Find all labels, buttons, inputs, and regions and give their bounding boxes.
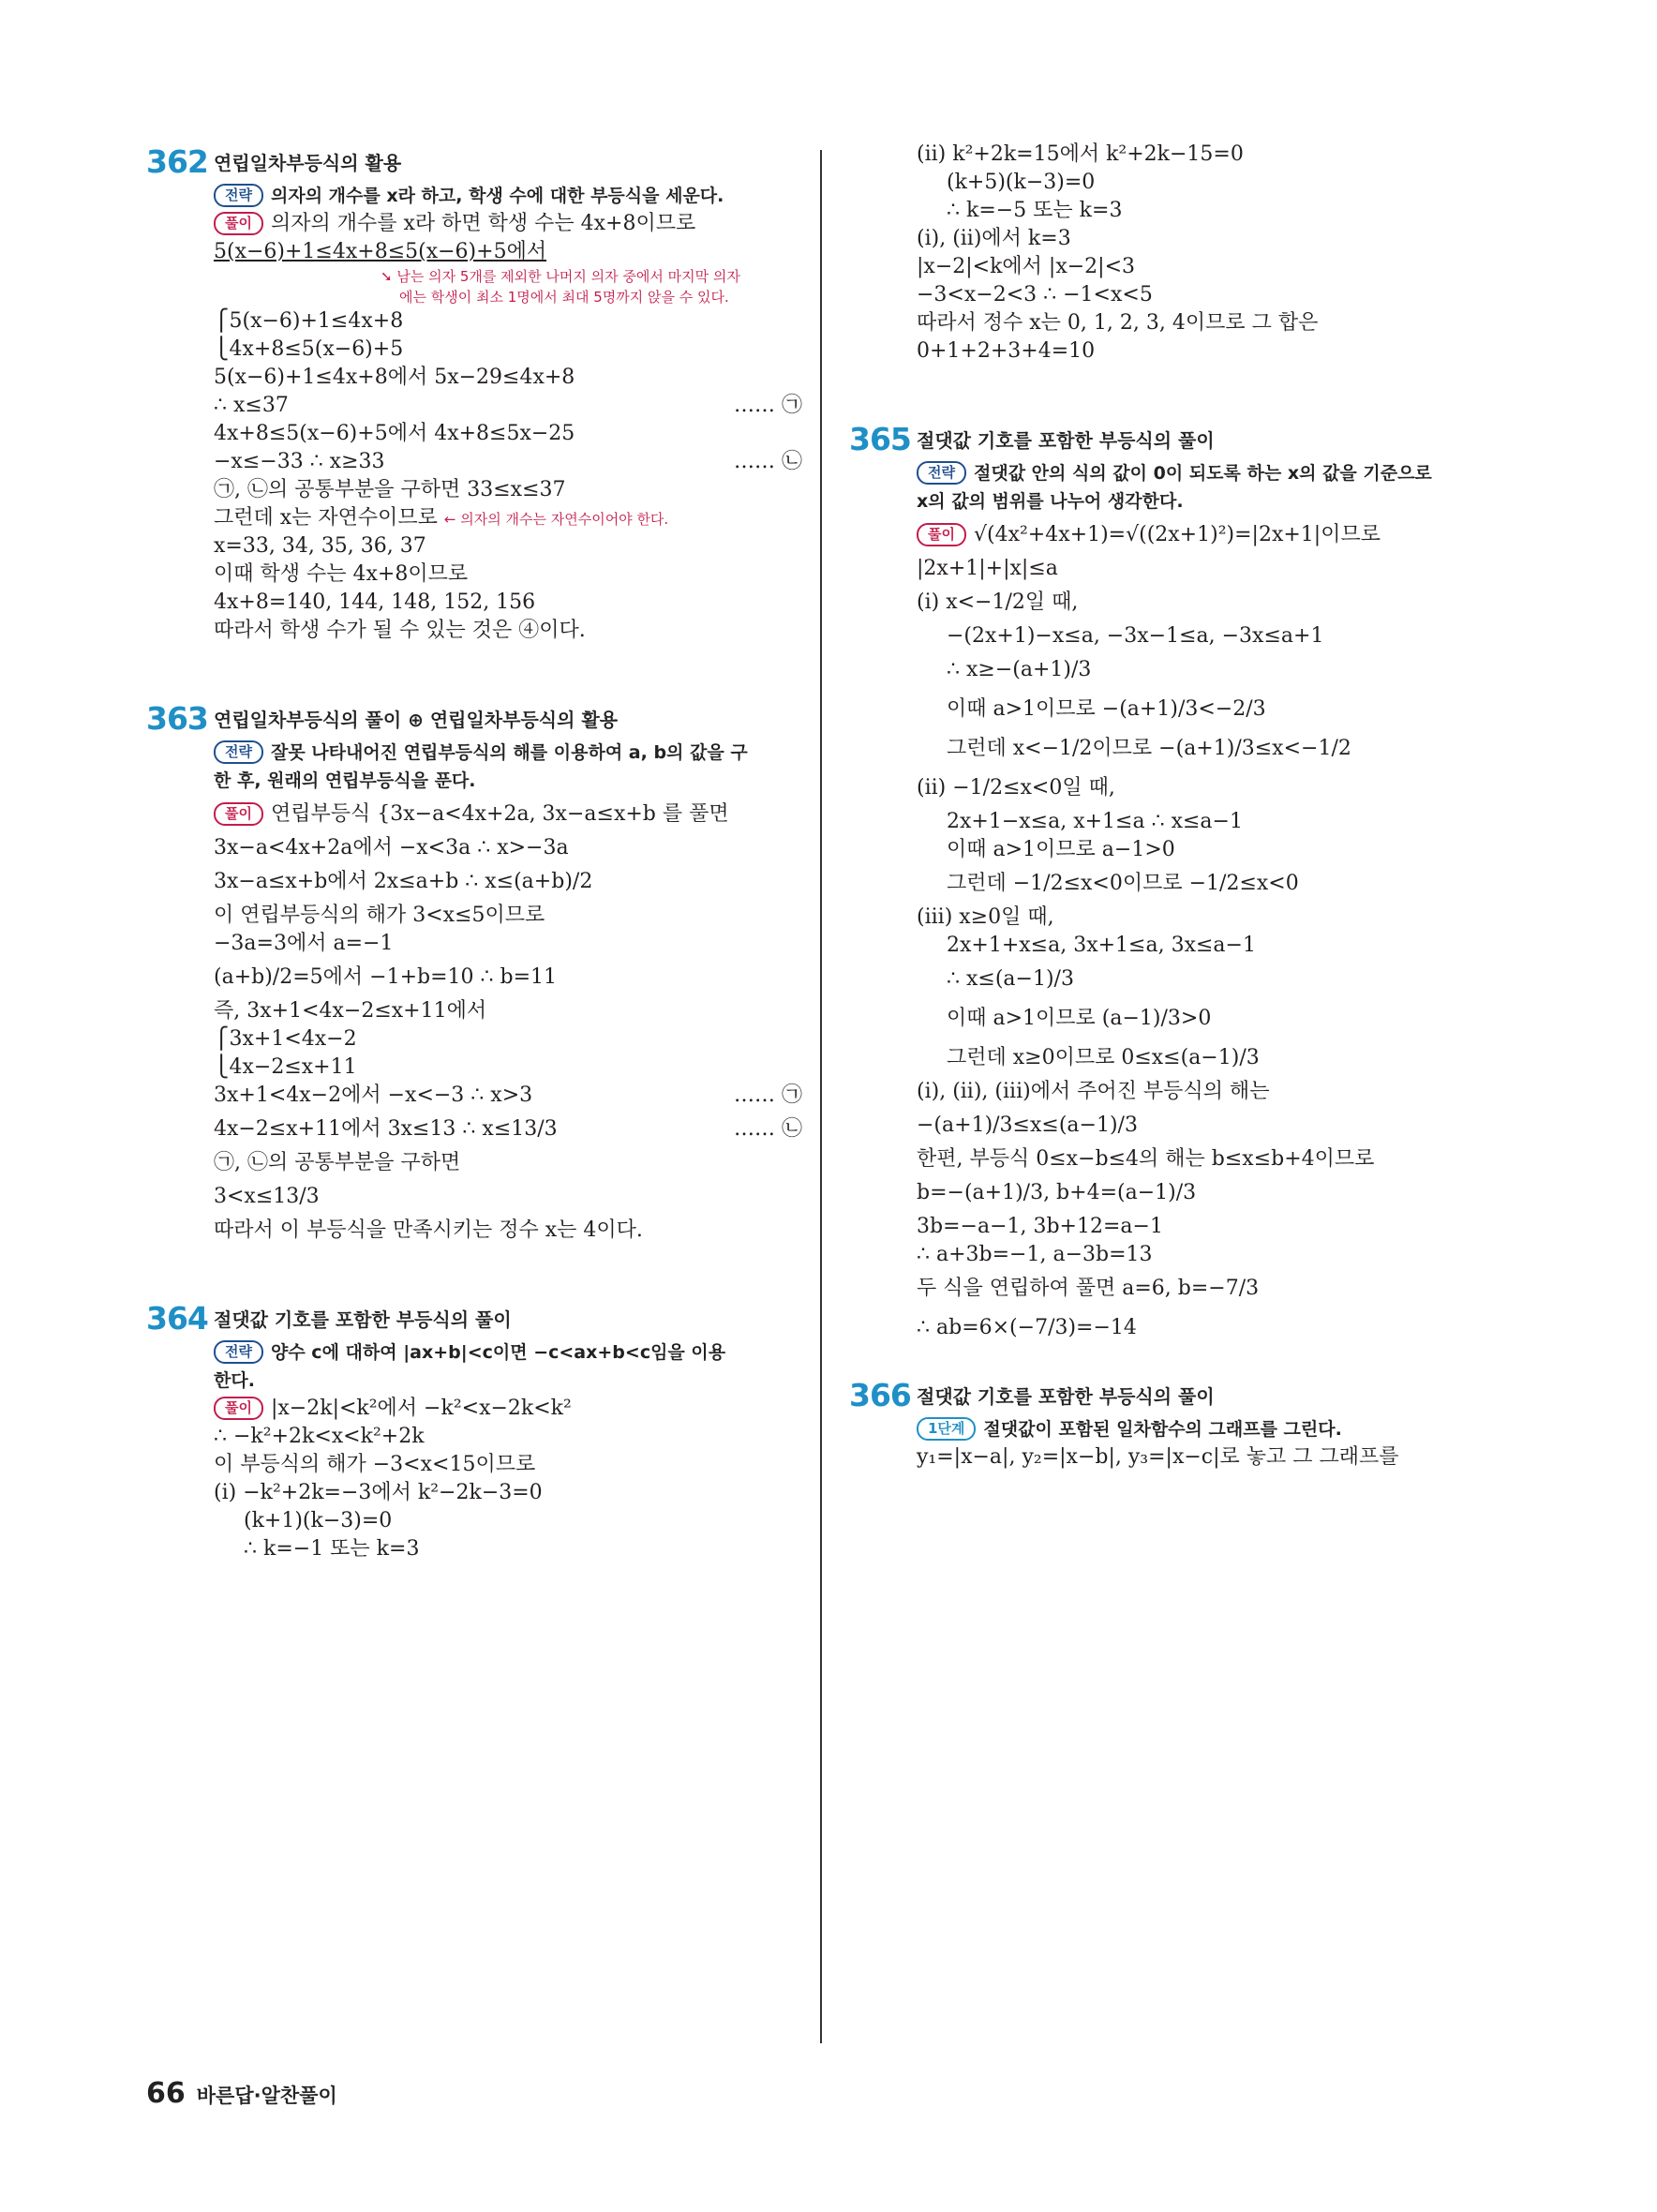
- math-line: 이 부등식의 해가 −3<x<15이므로: [214, 1453, 536, 1476]
- page-number: 66: [146, 2077, 186, 2110]
- section-362-header: [146, 141, 802, 182]
- section-364-header: [146, 1297, 802, 1338]
- strategy-badge: 전략: [214, 184, 263, 207]
- math-line: (ii) k²+2k=15에서 k²+2k−15=0: [917, 142, 1244, 166]
- math-line: 따라서 이 부등식을 만족시키는 정수 x는 4이다.: [214, 1218, 643, 1242]
- math-line: ∴ x≤(a−1)/3: [947, 967, 1074, 991]
- math-line: (k+1)(k−3)=0: [244, 1509, 393, 1532]
- math-line: 4x−2≤x+11에서 3x≤13 ∴ x≤13/3 …… ㉡: [214, 1110, 802, 1149]
- math-line: (k+5)(k−3)=0: [947, 171, 1096, 194]
- step-badge: 1단계: [917, 1417, 976, 1441]
- math-line: 그런데 −1/2≤x<0이므로 −1/2≤x<0: [947, 872, 1299, 895]
- math-line: −x≤−33 ∴ x≥33 …… ㉡: [214, 448, 802, 476]
- column-divider: [820, 150, 822, 2043]
- section-number: 365: [849, 420, 911, 457]
- math-line: 이때 a>1이므로 (a−1)/3>0: [947, 1007, 1212, 1030]
- math-line: ⎧5(x−6)+1≤4x+8: [214, 309, 404, 333]
- math-line: 그런데 x<−1/2이므로 −(a+1)/3≤x<−1/2: [947, 737, 1351, 760]
- math-line: ∴ k=−5 또는 k=3: [947, 199, 1123, 222]
- math-line: ⎩4x−2≤x+11: [214, 1055, 357, 1079]
- strategy-line: 전략 의자의 개수를 x라 하고, 학생 수에 대한 부등식을 세운다.: [214, 182, 802, 210]
- section-title: 절댓값 기호를 포함한 부등식의 풀이: [917, 1384, 1215, 1408]
- math-line: (a+b)/2=5에서 −1+b=10 ∴ b=11: [214, 965, 558, 989]
- math-line: ⎧3x+1<4x−2: [214, 1027, 357, 1051]
- strategy-line: 전략 절댓값 안의 식의 값이 0이 되도록 하는 x의 값을 기준으로: [917, 459, 1535, 487]
- section-title: 연립일차부등식의 풀이 ⊕ 연립일차부등식의 활용: [214, 708, 619, 731]
- math-line: 3x+1<4x−2에서 −x<−3 ∴ x>3 …… ㉠: [214, 1082, 802, 1110]
- math-line: 한편, 부등식 0≤x−b≤4의 해는 b≤x≤b+4이므로: [917, 1147, 1375, 1171]
- math-line: ⎩4x+8≤5(x−6)+5: [214, 337, 404, 361]
- math-line: 4x+8≤5(x−6)+5에서 4x+8≤5x−25: [214, 422, 575, 445]
- equation-tag: …… ㉡: [734, 450, 802, 473]
- math-line: 즉, 3x+1<4x−2≤x+11에서: [214, 999, 487, 1023]
- math-line: 따라서 학생 수가 될 수 있는 것은 ④이다.: [214, 619, 586, 642]
- math-line: −3a=3에서 a=−1: [214, 932, 394, 955]
- section-366-header: [849, 1374, 1535, 1415]
- math-line: −(2x+1)−x≤a, −3x−1≤a, −3x≤a+1: [947, 624, 1324, 648]
- strategy-line: 전략 잘못 나타내어진 연립부등식의 해를 이용하여 a, b의 값을 구: [214, 739, 802, 767]
- section-number: 363: [146, 699, 208, 737]
- math-line: 그런데 x≥0이므로 0≤x≤(a−1)/3: [947, 1046, 1260, 1069]
- math-line: x=33, 34, 35, 36, 37: [214, 534, 426, 558]
- math-line: 이 연립부등식의 해가 3<x≤5이므로: [214, 904, 545, 927]
- math-line: 2x+1+x≤a, 3x+1≤a, 3x≤a−1: [947, 934, 1256, 957]
- math-line: 이때 a>1이므로 a−1>0: [947, 838, 1175, 861]
- page-footer: [146, 2077, 337, 2110]
- math-line: 3x−a<4x+2a에서 −x<3a ∴ x>−3a: [214, 836, 569, 859]
- math-line: −3<x−2<3 ∴ −1<x<5: [917, 283, 1153, 306]
- math-line: 5(x−6)+1≤4x+8에서 5x−29≤4x+8: [214, 366, 575, 389]
- step-line: 1단계 절댓값이 포함된 일차함수의 그래프를 그린다.: [917, 1415, 1535, 1443]
- math-line: ∴ a+3b=−1, a−3b=13: [917, 1243, 1153, 1266]
- math-line: (i) −k²+2k=−3에서 k²−2k−3=0: [214, 1481, 543, 1504]
- math-line: ㉠, ㉡의 공통부분을 구하면: [214, 1151, 461, 1174]
- math-line: (iii) x≥0일 때,: [917, 905, 1054, 929]
- equation-tag: …… ㉠: [734, 394, 802, 417]
- math-line: (ii) −1/2≤x<0일 때,: [917, 776, 1115, 800]
- solution-badge: 풀이: [917, 523, 966, 546]
- math-line: 두 식을 연립하여 풀면 a=6, b=−7/3: [917, 1277, 1260, 1300]
- strategy-line: 한 후, 원래의 연립부등식을 푼다.: [214, 770, 476, 791]
- section-number: 366: [849, 1376, 911, 1413]
- math-line: ∴ k=−1 또는 k=3: [244, 1537, 420, 1561]
- section-title: 절댓값 기호를 포함한 부등식의 풀이: [214, 1308, 512, 1331]
- right-column: [849, 141, 1535, 1472]
- math-line: 이때 a>1이므로 −(a+1)/3<−2/3: [947, 697, 1266, 721]
- footer-label: 바른답·알찬풀이: [196, 2085, 337, 2107]
- solution-line: 풀이 의자의 개수를 x라 하면 학생 수는 4x+8이므로: [214, 210, 802, 238]
- math-line: −(a+1)/3≤x≤(a−1)/3: [917, 1113, 1138, 1137]
- strategy-badge: 전략: [917, 461, 966, 485]
- section-number: 362: [146, 142, 208, 180]
- math-line: 따라서 정수 x는 0, 1, 2, 3, 4이므로 그 합은: [917, 311, 1319, 335]
- math-line: 4x+8=140, 144, 148, 152, 156: [214, 590, 536, 614]
- strategy-line: 한다.: [214, 1370, 255, 1391]
- strategy-line: 전략 양수 c에 대하여 |ax+b|<c이면 −c<ax+b<c임을 이용: [214, 1338, 802, 1367]
- section-title: 절댓값 기호를 포함한 부등식의 풀이: [917, 428, 1215, 452]
- math-line: 2x+1−x≤a, x+1≤a ∴ x≤a−1: [947, 810, 1243, 833]
- math-line: 0+1+2+3+4=10: [917, 339, 1096, 363]
- math-line: 5(x−6)+1≤4x+8≤5(x−6)+5에서: [214, 240, 547, 263]
- math-line: |2x+1|+|x|≤a: [917, 557, 1058, 580]
- solution-badge: 풀이: [214, 212, 263, 235]
- math-line: ∴ x≥−(a+1)/3: [947, 658, 1092, 681]
- section-363-header: [146, 697, 802, 739]
- math-line: y₁=|x−a|, y₂=|x−b|, y₃=|x−c|로 놓고 그 그래프를: [917, 1445, 1399, 1469]
- solution-badge: 풀이: [214, 1397, 263, 1420]
- section-365-header: [849, 418, 1535, 459]
- solution-line: 풀이 √(4x²+4x+1)=√((2x+1)²)=|2x+1|이므로: [917, 516, 1535, 555]
- math-line: (i) x<−1/2일 때,: [917, 590, 1079, 614]
- solution-badge: 풀이: [214, 802, 263, 826]
- strategy-badge: 전략: [214, 740, 263, 764]
- annotation-note: ➘ 남는 의자 5개를 제외한 나머지 의자 중에서 마지막 의자 에는 학생이 최소 1명에서 최대 5명까지 앉을 수 있다.: [381, 268, 740, 306]
- math-line: (i), (ii)에서 k=3: [917, 227, 1071, 250]
- math-line: b=−(a+1)/3, b+4=(a−1)/3: [917, 1181, 1197, 1204]
- annotation-note: ← 의자의 개수는 자연수이어야 한다.: [443, 511, 669, 528]
- math-line: 그런데 x는 자연수이므로 ← 의자의 개수는 자연수이어야 한다.: [214, 506, 669, 530]
- strategy-badge: 전략: [214, 1340, 263, 1364]
- equation-tag: …… ㉠: [734, 1084, 802, 1107]
- section-number: 364: [146, 1299, 208, 1337]
- math-line: 3<x≤13/3: [214, 1185, 320, 1208]
- math-line: ∴ x≤37 …… ㉠: [214, 392, 802, 420]
- solution-line: 풀이 |x−2k|<k²에서 −k²<x−2k<k²: [214, 1395, 802, 1423]
- left-column: [146, 141, 802, 1563]
- strategy-line: x의 값의 범위를 나누어 생각한다.: [917, 491, 1184, 512]
- math-line: |x−2|<k에서 |x−2|<3: [917, 255, 1136, 278]
- section-title: 연립일차부등식의 활용: [214, 151, 402, 174]
- math-line: ∴ ab=6×(−7/3)=−14: [917, 1316, 1137, 1339]
- math-line: 3x−a≤x+b에서 2x≤a+b ∴ x≤(a+b)/2: [214, 870, 593, 893]
- math-line: ㉠, ㉡의 공통부분을 구하면 33≤x≤37: [214, 478, 566, 501]
- equation-tag: …… ㉡: [734, 1117, 802, 1141]
- math-line: 이때 학생 수는 4x+8이므로: [214, 562, 469, 586]
- math-line: (i), (ii), (iii)에서 주어진 부등식의 해는: [917, 1080, 1270, 1103]
- math-line: 3b=−a−1, 3b+12=a−1: [917, 1215, 1163, 1238]
- math-line: ∴ −k²+2k<x<k²+2k: [214, 1425, 425, 1448]
- solution-line: 풀이 연립부등식 {3x−a<4x+2a, 3x−a≤x+b 를 풀면: [214, 795, 802, 834]
